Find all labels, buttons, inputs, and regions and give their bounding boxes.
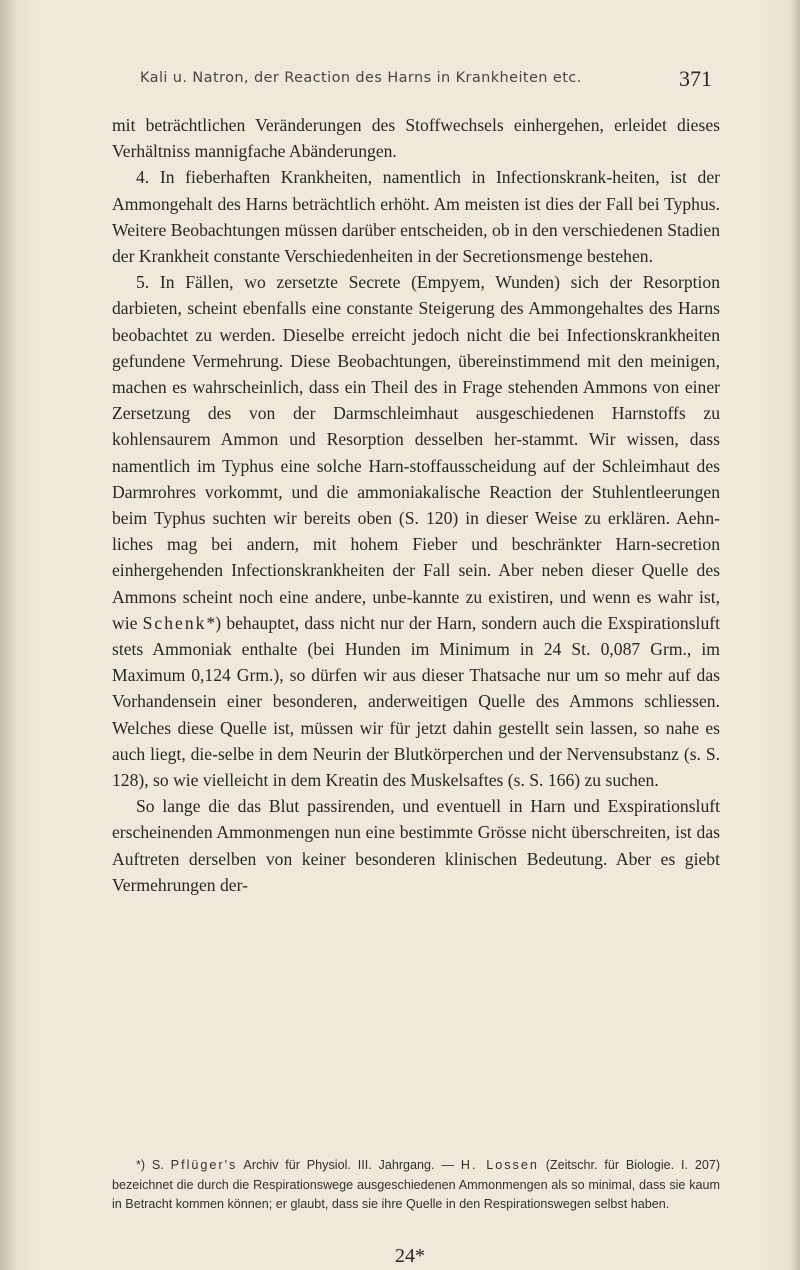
running-head [140, 66, 712, 96]
footnote-mark: *) S. [136, 1158, 164, 1172]
paragraph-continued: mit beträchtlichen Veränderungen des Stoffwechsels einhergehen, erleidet dieses Verhältniss mannigfache Abänderungen. [112, 115, 720, 162]
footnote-text-a: Archiv für Physiol. III. Jahrgang. — [243, 1158, 454, 1172]
paragraph-5-text-b: *) behauptet, dass nicht nur der Harn, sondern auch die Exspirationsluft stets Ammoniak enthalte (bei Hunden im Minimum in 24 St. 0,087 Grm., im Maximum 0,124 Grm.), so dürfen wir aus dieser Thatsache nur um so mehr auf das Vorhandensein einer besonderen, anderweitigen Quelle des Ammons schliessen. Welches diese Quelle ist, müssen wir für jetzt dahin gestellt sein lassen, so nahe es auch liegt, die-selbe in dem Neurin der Blutkörperchen und der Nervensubstanz (s. S. 128), so wie vielleicht in dem Kreatin des Muskelsaftes (s. S. 166) zu suchen. [112, 612, 720, 791]
author-name-schenk: Schenk [142, 612, 207, 633]
paragraph-6: So lange die das Blut passirenden, und eventuell in Harn und Exspirationsluft erscheinenden Ammonmengen nun eine bestimmte Grösse nicht überschreiten, ist das Auftreten derselben von keiner besonderen klinischen Bedeutung. Aber es giebt Vermehrungen der- [112, 796, 720, 895]
page-edge-shadow [790, 0, 800, 1270]
signature-mark: 24* [395, 1245, 425, 1267]
paragraph-5-text-a: 5. In Fällen, wo zersetzte Secrete (Empyem, Wunden) sich der Resorption darbieten, scheint ebenfalls eine constante Steigerung des Ammongehaltes des Harns beobachtet zu werden. Dieselbe erreicht jedoch nicht die bei Infectionskrankheiten gefundene Vermehrung. Diese Beobachtungen, übereinstimmend mit den meinigen, machen es wahrscheinlich, dass ein Theil des in Frage stehenden Ammons von einer Zersetzung des von der Darmschleimhaut ausgeschiedenen Harnstoffs zu kohlensaurem Ammon und Resorption desselben her-stammt. Wir wissen, dass namentlich im Typhus eine solche Harn-stoffausscheidung auf der Schleimhaut des Darmrohres vorkommt, und die ammoniakalische Reaction der Stuhlentleerungen beim Typhus suchten wir bereits oben (S. 120) in dieser Weise zu erklären. Aehn-liches mag bei andern, mit hohem Fieber und beschränkter Harn-secretion einhergehenden Infectionskrankheiten der Fall sein. Aber neben dieser Quelle des Ammons scheint noch eine andere, unbe-kannte zu existiren, und wenn es wahr ist, wie [112, 272, 720, 633]
footnote-author-lossen: H. Lossen [460, 1158, 539, 1172]
paragraph-5 [112, 269, 720, 793]
footnote-text-b: (Zeitschr. für Biologie. I. 207) bezeichnet die durch die Respirationswege ausgeschiedenen Ammonmengen als so minimal, dass sie kaum in Betracht kommen können; er glaubt, dass sie ihre Quelle in den Respirationswegen selbst haben. [112, 1158, 721, 1211]
page-number: 371 [679, 66, 712, 91]
paragraph-4: 4. In fieberhaften Krankheiten, namentlich in Infectionskrank-heiten, ist der Ammongehalt des Harns beträchtlich erhöht. Am meisten ist dies der Fall bei Typhus. Weitere Beobachtungen müssen darüber entscheiden, ob in den verschiedenen Stadien der Krankheit constante Verschiedenheiten in der Secretionsmenge bestehen. [112, 167, 720, 267]
footnotes [112, 1156, 720, 1215]
footnote-author-pflueger: Pflüger's [170, 1158, 238, 1172]
running-title: Kali u. Natron, der Reaction des Harns in Krankheiten etc. [140, 70, 582, 86]
footnote-1 [112, 1156, 720, 1215]
body-text [112, 112, 720, 898]
gutter-shadow [0, 0, 18, 1270]
